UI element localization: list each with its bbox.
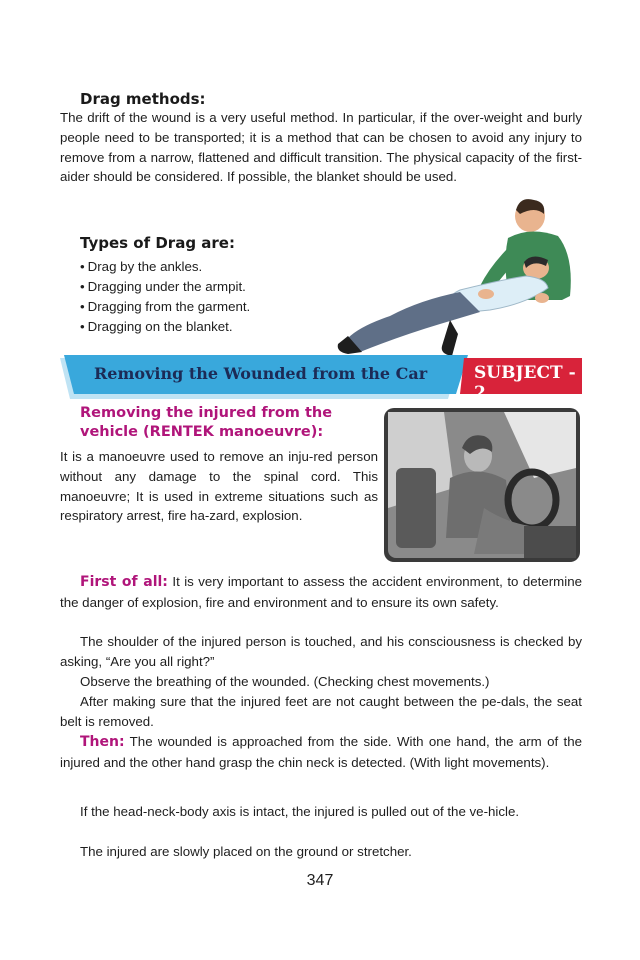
list-item: • Drag by the ankles. xyxy=(80,257,340,277)
types-of-drag-list xyxy=(80,257,340,337)
rentek-heading: Removing the injured from the vehicle (RENTEK manoeuvre): xyxy=(80,405,333,440)
rentek-photo xyxy=(384,408,580,562)
section-banner xyxy=(60,355,582,402)
drag-methods-heading: Drag methods: xyxy=(80,90,206,108)
step-consciousness: The shoulder of the injured person is touched, and his consciousness is checked by asking, “Are you all right?” xyxy=(60,634,582,669)
step-breathing: Observe the breathing of the wounded. (Checking chest movements.) xyxy=(80,674,490,689)
then-label: Then: xyxy=(80,734,125,750)
section-title: Removing the Wounded from the Car xyxy=(94,364,428,383)
step-placed: The injured are slowly placed on the ground or stretcher. xyxy=(80,844,412,859)
drag-methods-paragraph: The drift of the wound is a very useful method. In particular, if the over-weight and burly people need to be transported; it is a method that can be chosen to avoid any injury to remove from a narrow, flattened and difficult transition. The physical capacity of the first-aider should be considered. If possible, the blanket should be used. xyxy=(60,110,582,185)
step-first: First of all: It is very important to assess the accident environment, to determine the danger of explosion, fire and environment and to ensure its own safety. xyxy=(60,574,582,610)
list-item: • Dragging under the armpit. xyxy=(80,277,340,297)
page-number: 347 xyxy=(306,872,334,889)
step-seat-belt: After making sure that the injured feet are not caught between the pe-dals, the seat belt is removed. xyxy=(60,694,582,729)
step-then: Then: The wounded is approached from the side. With one hand, the arm of the injured and the other hand grasp the chin neck is detected. (With light movements). xyxy=(60,734,582,770)
first-of-all-label: First of all: xyxy=(80,574,168,590)
list-item: • Dragging from the garment. xyxy=(80,297,340,317)
drag-illustration xyxy=(330,196,590,362)
subject-badge: SUBJECT - 2 xyxy=(474,363,576,403)
list-item: • Dragging on the blanket. xyxy=(80,317,340,337)
step-axis: If the head-neck-body axis is intact, the injured is pulled out of the ve-hicle. xyxy=(80,804,520,819)
types-of-drag-heading: Types of Drag are: xyxy=(80,234,235,252)
rentek-paragraph: It is a manoeuvre used to remove an inju-red person without any damage to the spinal cord. This manoeuvre; It is used in extreme situations such as respiratory arrest, fire ha-zard, explosion. xyxy=(60,449,378,524)
